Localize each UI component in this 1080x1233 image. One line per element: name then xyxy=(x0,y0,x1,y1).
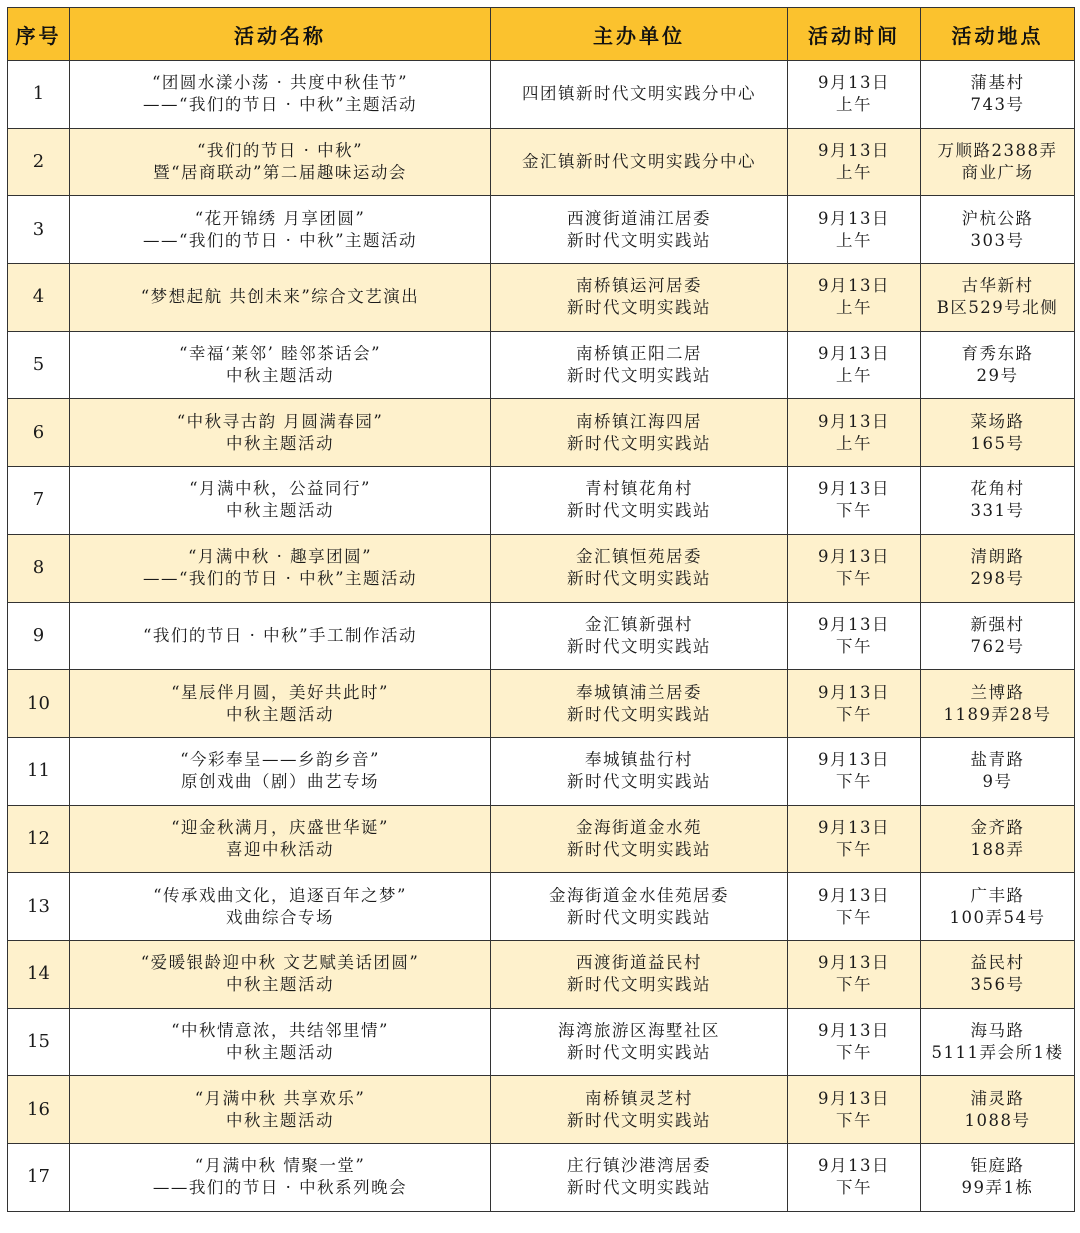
cell-organizer-line: 南桥镇正阳二居 xyxy=(576,344,702,364)
cell-time-line: 下午 xyxy=(836,636,872,656)
table-row xyxy=(8,1008,1075,1076)
cell-time xyxy=(788,1008,921,1076)
cell-location xyxy=(921,264,1075,332)
cell-organizer-line: 四团镇新时代文明实践分中心 xyxy=(522,84,756,104)
cell-organizer-line: 南桥镇运河居委 xyxy=(576,276,702,296)
cell-time-line: 9月13日 xyxy=(818,1088,890,1108)
cell-location-line: 新强村 xyxy=(970,614,1025,634)
cell-time xyxy=(788,737,921,805)
cell-time-line: 9月13日 xyxy=(818,73,890,93)
cell-location xyxy=(921,1008,1075,1076)
cell-location xyxy=(921,467,1075,535)
cell-activity-name xyxy=(70,670,491,738)
cell-time-line: 9月13日 xyxy=(818,750,890,770)
cell-activity-name xyxy=(70,467,491,535)
cell-activity-name-line: ——“我们的节日 · 中秋”主题活动 xyxy=(142,230,418,250)
cell-activity-name-line: “幸福‘莱邻’ 睦邻茶话会” xyxy=(178,344,382,364)
event-table-container xyxy=(7,7,1074,1212)
cell-organizer xyxy=(491,61,788,129)
table-row xyxy=(8,1144,1075,1212)
cell-activity-name-line: ——我们的节日 · 中秋系列晚会 xyxy=(152,1178,408,1198)
cell-organizer-line: 新时代文明实践站 xyxy=(567,772,711,792)
cell-organizer xyxy=(491,467,788,535)
cell-activity-name xyxy=(70,128,491,196)
cell-time xyxy=(788,1144,921,1212)
cell-time-line: 9月13日 xyxy=(818,1156,890,1176)
cell-time xyxy=(788,128,921,196)
cell-organizer-line: 新时代文明实践站 xyxy=(567,704,711,724)
header-time: 活动时间 xyxy=(788,8,921,61)
event-table xyxy=(7,7,1075,1212)
table-row xyxy=(8,61,1075,129)
cell-location-line: 广丰路 xyxy=(970,885,1025,905)
cell-activity-name xyxy=(70,264,491,332)
cell-activity-name-line: “梦想起航 共创未来”综合文艺演出 xyxy=(140,287,420,307)
cell-time-line: 下午 xyxy=(836,1042,872,1062)
cell-time-line: 9月13日 xyxy=(818,344,890,364)
cell-organizer-line: 新时代文明实践站 xyxy=(567,1178,711,1198)
cell-organizer-line: 金汇镇新强村 xyxy=(585,614,693,634)
cell-organizer-line: 新时代文明实践站 xyxy=(567,636,711,656)
cell-time xyxy=(788,602,921,670)
cell-activity-name-line: ——“我们的节日 · 中秋”主题活动 xyxy=(142,95,418,115)
header-name: 活动名称 xyxy=(70,8,491,61)
cell-activity-name-line: “月满中秋 · 趣享团圆” xyxy=(187,547,373,567)
cell-organizer xyxy=(491,670,788,738)
table-row xyxy=(8,467,1075,535)
cell-location-line: B区529号北侧 xyxy=(936,298,1059,318)
cell-time xyxy=(788,196,921,264)
cell-activity-name-line: 中秋主题活动 xyxy=(226,433,334,453)
cell-organizer xyxy=(491,264,788,332)
cell-location-line: 1088号 xyxy=(964,1110,1031,1130)
cell-activity-name xyxy=(70,534,491,602)
cell-organizer-line: 新时代文明实践站 xyxy=(567,975,711,995)
cell-location-line: 743号 xyxy=(970,95,1025,115)
cell-organizer xyxy=(491,1076,788,1144)
cell-activity-name-line: “花开锦绣 月享团圆” xyxy=(194,208,366,228)
cell-location-line: 9号 xyxy=(982,772,1013,792)
cell-organizer-line: 金汇镇恒苑居委 xyxy=(576,547,702,567)
cell-activity-name xyxy=(70,1076,491,1144)
cell-location xyxy=(921,1144,1075,1212)
cell-time-line: 下午 xyxy=(836,569,872,589)
cell-time xyxy=(788,61,921,129)
cell-activity-name-line: “月满中秋 共享欢乐” xyxy=(194,1088,366,1108)
cell-activity-name-line: “团圆水漾小荡 · 共度中秋佳节” xyxy=(151,73,409,93)
cell-organizer xyxy=(491,873,788,941)
cell-num: 16 xyxy=(8,1076,70,1144)
cell-location-line: 100弄54号 xyxy=(949,907,1046,927)
cell-organizer-line: 青村镇花角村 xyxy=(585,479,693,499)
table-row xyxy=(8,264,1075,332)
cell-organizer-line: 新时代文明实践站 xyxy=(567,569,711,589)
cell-num: 17 xyxy=(8,1144,70,1212)
cell-activity-name-line: “月满中秋，公益同行” xyxy=(189,479,371,499)
cell-location-line: 5111弄会所1楼 xyxy=(931,1042,1064,1062)
cell-time-line: 下午 xyxy=(836,1110,872,1130)
cell-time-line: 9月13日 xyxy=(818,276,890,296)
cell-organizer-line: 新时代文明实践站 xyxy=(567,501,711,521)
cell-location-line: 育秀东路 xyxy=(961,344,1034,364)
cell-activity-name-line: “我们的节日 · 中秋” xyxy=(196,141,364,161)
header-place: 活动地点 xyxy=(921,8,1075,61)
cell-num: 4 xyxy=(8,264,70,332)
cell-location-line: 29号 xyxy=(976,366,1019,386)
cell-organizer xyxy=(491,1144,788,1212)
cell-organizer-line: 奉城镇浦兰居委 xyxy=(576,682,702,702)
cell-organizer-line: 金汇镇新时代文明实践分中心 xyxy=(522,152,756,172)
table-row xyxy=(8,128,1075,196)
cell-organizer-line: 西渡街道益民村 xyxy=(576,953,702,973)
cell-time xyxy=(788,670,921,738)
cell-organizer-line: 新时代文明实践站 xyxy=(567,230,711,250)
table-row xyxy=(8,399,1075,467)
cell-location-line: 303号 xyxy=(970,230,1025,250)
cell-location xyxy=(921,61,1075,129)
cell-location-line: 金齐路 xyxy=(970,817,1025,837)
table-row xyxy=(8,602,1075,670)
cell-num: 7 xyxy=(8,467,70,535)
cell-location-line: 298号 xyxy=(970,569,1025,589)
table-row xyxy=(8,534,1075,602)
table-row xyxy=(8,331,1075,399)
cell-time-line: 9月13日 xyxy=(818,479,890,499)
cell-activity-name xyxy=(70,737,491,805)
cell-location-line: 356号 xyxy=(970,975,1025,995)
cell-organizer-line: 南桥镇江海四居 xyxy=(576,411,702,431)
header-num: 序号 xyxy=(8,8,70,61)
cell-organizer xyxy=(491,602,788,670)
cell-location xyxy=(921,670,1075,738)
cell-time xyxy=(788,467,921,535)
cell-time-line: 下午 xyxy=(836,772,872,792)
table-row xyxy=(8,670,1075,738)
cell-organizer-line: 新时代文明实践站 xyxy=(567,907,711,927)
cell-time-line: 上午 xyxy=(836,163,872,183)
cell-location xyxy=(921,737,1075,805)
cell-location-line: 165号 xyxy=(970,433,1025,453)
cell-location-line: 古华新村 xyxy=(961,276,1034,296)
cell-location-line: 万顺路2388弄 xyxy=(937,141,1058,161)
cell-activity-name xyxy=(70,873,491,941)
cell-time xyxy=(788,264,921,332)
cell-time-line: 下午 xyxy=(836,975,872,995)
cell-location-line: 清朗路 xyxy=(970,547,1025,567)
cell-organizer-line: 金海街道金水佳苑居委 xyxy=(549,885,729,905)
cell-activity-name-line: 原创戏曲（剧）曲艺专场 xyxy=(181,772,379,792)
cell-time-line: 下午 xyxy=(836,839,872,859)
cell-num: 9 xyxy=(8,602,70,670)
cell-activity-name xyxy=(70,331,491,399)
cell-num: 12 xyxy=(8,805,70,873)
cell-activity-name-line: “今彩奉呈——乡韵乡音” xyxy=(180,750,380,770)
cell-activity-name-line: 戏曲综合专场 xyxy=(226,907,334,927)
cell-location xyxy=(921,1076,1075,1144)
cell-activity-name-line: 中秋主题活动 xyxy=(226,366,334,386)
cell-time xyxy=(788,1076,921,1144)
cell-organizer-line: 西渡街道浦江居委 xyxy=(567,208,711,228)
cell-organizer-line: 庄行镇沙港湾居委 xyxy=(567,1156,711,1176)
cell-organizer-line: 新时代文明实践站 xyxy=(567,366,711,386)
cell-organizer-line: 南桥镇灵芝村 xyxy=(585,1088,693,1108)
cell-activity-name-line: 中秋主题活动 xyxy=(226,501,334,521)
cell-organizer-line: 新时代文明实践站 xyxy=(567,1110,711,1130)
cell-location-line: 兰博路 xyxy=(970,682,1025,702)
cell-time-line: 9月13日 xyxy=(818,614,890,634)
cell-location-line: 蒲基村 xyxy=(970,73,1025,93)
cell-activity-name-line: 中秋主题活动 xyxy=(226,704,334,724)
cell-location-line: 沪杭公路 xyxy=(961,208,1034,228)
cell-location xyxy=(921,399,1075,467)
cell-location xyxy=(921,602,1075,670)
cell-location-line: 菜场路 xyxy=(970,411,1025,431)
cell-organizer-line: 奉城镇盐行村 xyxy=(585,750,693,770)
cell-organizer xyxy=(491,196,788,264)
cell-location-line: 花角村 xyxy=(970,479,1025,499)
cell-time-line: 9月13日 xyxy=(818,1020,890,1040)
cell-location-line: 海马路 xyxy=(970,1020,1025,1040)
cell-num: 8 xyxy=(8,534,70,602)
cell-activity-name-line: “传承戏曲文化，追逐百年之梦” xyxy=(153,885,407,905)
table-row xyxy=(8,805,1075,873)
cell-num: 15 xyxy=(8,1008,70,1076)
cell-num: 14 xyxy=(8,940,70,1008)
cell-time-line: 9月13日 xyxy=(818,547,890,567)
cell-num: 1 xyxy=(8,61,70,129)
cell-activity-name xyxy=(70,1008,491,1076)
cell-location-line: 浦灵路 xyxy=(970,1088,1025,1108)
cell-location xyxy=(921,331,1075,399)
cell-location-line: 商业广场 xyxy=(961,163,1034,183)
cell-organizer xyxy=(491,940,788,1008)
cell-location-line: 99弄1栋 xyxy=(961,1178,1034,1198)
cell-organizer xyxy=(491,1008,788,1076)
table-header xyxy=(8,8,1075,61)
cell-location xyxy=(921,534,1075,602)
table-row xyxy=(8,737,1075,805)
table-row xyxy=(8,873,1075,941)
table-row xyxy=(8,1076,1075,1144)
cell-organizer xyxy=(491,331,788,399)
cell-activity-name xyxy=(70,1144,491,1212)
table-body xyxy=(8,61,1075,1212)
cell-activity-name-line: 暨“居商联动”第二届趣味运动会 xyxy=(153,163,407,183)
cell-location-line: 188弄 xyxy=(970,839,1025,859)
cell-activity-name-line: 中秋主题活动 xyxy=(226,975,334,995)
cell-time-line: 下午 xyxy=(836,501,872,521)
cell-num: 5 xyxy=(8,331,70,399)
cell-location xyxy=(921,873,1075,941)
cell-activity-name-line: “迎金秋满月，庆盛世华诞” xyxy=(171,817,389,837)
cell-organizer-line: 新时代文明实践站 xyxy=(567,1042,711,1062)
cell-time xyxy=(788,399,921,467)
cell-activity-name-line: “中秋情意浓，共结邻里情” xyxy=(171,1020,389,1040)
cell-organizer-line: 新时代文明实践站 xyxy=(567,839,711,859)
cell-activity-name-line: 喜迎中秋活动 xyxy=(226,839,334,859)
cell-activity-name-line: 中秋主题活动 xyxy=(226,1110,334,1130)
cell-organizer-line: 新时代文明实践站 xyxy=(567,298,711,318)
cell-activity-name-line: “星辰伴月圆，美好共此时” xyxy=(171,682,389,702)
header-org: 主办单位 xyxy=(491,8,788,61)
cell-time-line: 9月13日 xyxy=(818,208,890,228)
cell-organizer-line: 新时代文明实践站 xyxy=(567,433,711,453)
cell-activity-name xyxy=(70,61,491,129)
cell-time-line: 9月13日 xyxy=(818,682,890,702)
cell-location xyxy=(921,128,1075,196)
cell-organizer xyxy=(491,534,788,602)
cell-activity-name-line: “中秋寻古韵 月圆满春园” xyxy=(176,411,384,431)
cell-time-line: 上午 xyxy=(836,230,872,250)
cell-time xyxy=(788,805,921,873)
cell-organizer-line: 海湾旅游区海墅社区 xyxy=(558,1020,720,1040)
header-row xyxy=(8,8,1075,61)
cell-activity-name xyxy=(70,805,491,873)
cell-time-line: 下午 xyxy=(836,1178,872,1198)
cell-time-line: 9月13日 xyxy=(818,141,890,161)
table-row xyxy=(8,940,1075,1008)
cell-activity-name-line: 中秋主题活动 xyxy=(226,1042,334,1062)
cell-location-line: 益民村 xyxy=(970,953,1025,973)
cell-location-line: 1189弄28号 xyxy=(943,704,1052,724)
cell-organizer xyxy=(491,737,788,805)
cell-time-line: 9月13日 xyxy=(818,411,890,431)
cell-activity-name-line: ——“我们的节日 · 中秋”主题活动 xyxy=(142,569,418,589)
cell-time-line: 上午 xyxy=(836,433,872,453)
cell-time-line: 9月13日 xyxy=(818,953,890,973)
cell-time-line: 下午 xyxy=(836,704,872,724)
cell-location xyxy=(921,805,1075,873)
cell-activity-name xyxy=(70,196,491,264)
cell-activity-name xyxy=(70,399,491,467)
cell-num: 3 xyxy=(8,196,70,264)
cell-activity-name xyxy=(70,940,491,1008)
cell-organizer xyxy=(491,805,788,873)
cell-location-line: 钜庭路 xyxy=(970,1156,1025,1176)
cell-num: 13 xyxy=(8,873,70,941)
cell-location-line: 762号 xyxy=(970,636,1025,656)
cell-location xyxy=(921,196,1075,264)
cell-location xyxy=(921,940,1075,1008)
cell-activity-name-line: “月满中秋 情聚一堂” xyxy=(194,1156,366,1176)
table-row xyxy=(8,196,1075,264)
cell-location-line: 331号 xyxy=(970,501,1025,521)
cell-time xyxy=(788,331,921,399)
cell-location-line: 盐青路 xyxy=(970,750,1025,770)
cell-time-line: 9月13日 xyxy=(818,885,890,905)
cell-time-line: 上午 xyxy=(836,95,872,115)
cell-organizer xyxy=(491,128,788,196)
cell-time-line: 上午 xyxy=(836,298,872,318)
cell-num: 10 xyxy=(8,670,70,738)
cell-time-line: 下午 xyxy=(836,907,872,927)
cell-time xyxy=(788,940,921,1008)
cell-activity-name-line: “我们的节日 · 中秋”手工制作活动 xyxy=(142,625,418,645)
cell-organizer xyxy=(491,399,788,467)
cell-num: 6 xyxy=(8,399,70,467)
cell-time-line: 9月13日 xyxy=(818,817,890,837)
cell-activity-name xyxy=(70,602,491,670)
cell-time xyxy=(788,873,921,941)
cell-organizer-line: 金海街道金水苑 xyxy=(576,817,702,837)
cell-num: 2 xyxy=(8,128,70,196)
cell-time xyxy=(788,534,921,602)
cell-activity-name-line: “爱暖银龄迎中秋 文艺赋美话团圆” xyxy=(140,953,420,973)
cell-time-line: 上午 xyxy=(836,366,872,386)
cell-num: 11 xyxy=(8,737,70,805)
